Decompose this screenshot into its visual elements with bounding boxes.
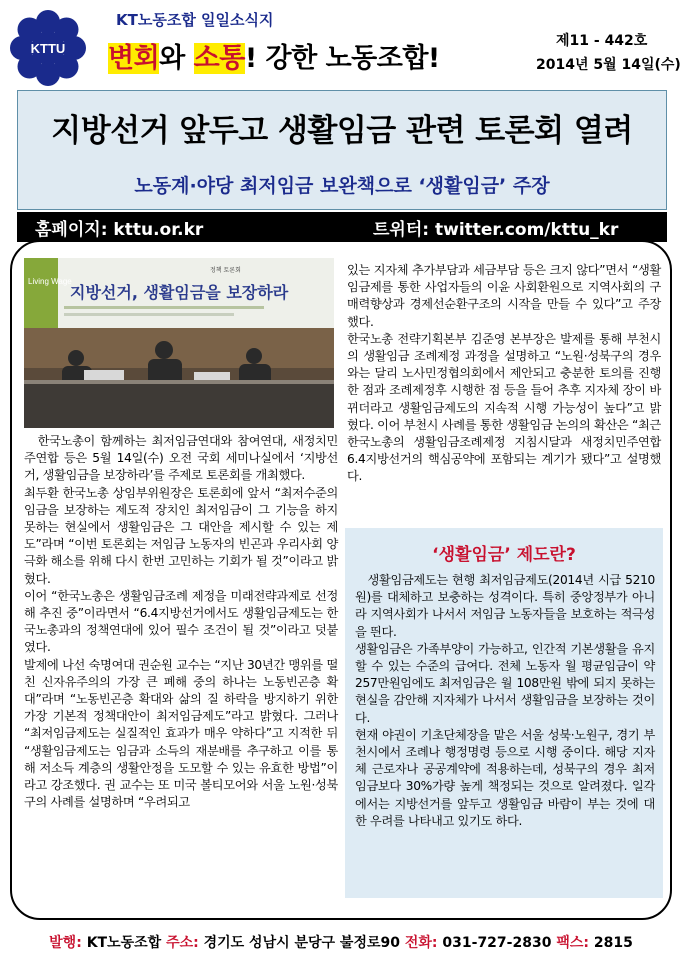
info-box-body — [355, 572, 655, 830]
headline-box — [17, 90, 667, 210]
issue-date: 2014년 5월 14일(수) — [536, 57, 681, 73]
slogan-part: 와 — [159, 43, 194, 74]
publisher-label: 발행: — [49, 935, 87, 951]
info-box-title: ‘생활임금’ 제도란? — [432, 545, 576, 565]
logo-text: KTTU — [30, 41, 66, 56]
slogan-part: ! 강한 노동조합! — [244, 43, 440, 74]
headline-subtitle: 노동계·야당 최저임금 보완책으로 ‘생활임금’ 주장 — [134, 175, 550, 197]
article-paragraph: 한국노총이 함께하는 최저임금연대와 참여연대, 새정치민주연합 등은 5월 14일(수) 오전 국회 세미나실에서 ‘지방선거, 생활임금을 보장하라’를 주제로 토론회를 개최했다. — [24, 434, 338, 483]
article-right-column — [347, 262, 661, 486]
article-paragraph: 이어 “한국노총은 생활임금조례 제정을 미래전략과제로 선정해 추진 중”이라면서 “6.4지방선거에서도 생활임금제도는 한국노총과의 정책연대에 있어 필수 조건이 될 것”이라고 덧붙였다. — [24, 588, 338, 655]
banner-small-text: 정책 토론회 — [210, 267, 241, 274]
phone: 031-727-2830 — [442, 935, 557, 951]
newsletter-name: KT노동조합 일일소식지 — [116, 11, 274, 29]
kttu-logo — [8, 8, 88, 88]
forum-photo — [24, 258, 334, 428]
twitter-link[interactable]: 트위터: twitter.com/kttu_kr — [373, 220, 619, 240]
info-box-paragraph: 생활임금제도는 현행 최저임금제도(2014년 시급 5210원)를 대체하고 보충하는 성격이다. 특히 중앙정부가 아니라 지역사회가 나서서 저임금 노동자들을 보호하는 적극성을 띈다. — [355, 573, 655, 639]
fax-label: 팩스: — [556, 935, 594, 951]
slogan — [108, 36, 440, 75]
fax: 2815 — [593, 935, 633, 951]
slogan-part: 변회 — [108, 43, 160, 74]
address: 경기도 성남시 분당구 불정로90 — [203, 935, 405, 951]
info-box-paragraph: 현재 야권이 기초단체장을 맡은 서울 성북·노원구, 경기 부천시에서 조례나 행정명령 등으로 시행 중이다. 해당 지자체 근로자나 공공계약에 적용하는데, 성북구의 경우 최저임금보다 30%가량 높게 책정되는 것으로 알려졌다. 일각에서는 지방선거를 앞두고 생활임금 바람이 부는 것에 대한 우려를 나타내고 있기도 하다. — [355, 727, 655, 828]
info-box-paragraph: 생활임금은 가족부양이 가능하고, 인간적 기본생활을 유지할 수 있는 수준의 급여다. 전체 노동자 월 평균임금이 약 257만원임에도 최저임금은 월 108만원 밖에 되지 못하는 현실을 감안해 지자체가 나서서 생활임금을 보장하는 것이다. — [355, 641, 655, 725]
living-wage-label: Living Wage — [28, 277, 72, 286]
article-paragraph: 있는 지자체 추가부담과 세금부담 등은 크지 않다”면서 “생활임금제를 통한 사업자들의 이윤 사회환원으로 지역사회의 구매력향상과 경제선순환구조의 시작을 만들 수 있다”고 주장했다. — [347, 263, 661, 329]
contact-bar — [17, 212, 667, 242]
article-paragraph: 한국노총 전략기획본부 김준영 본부장은 발제를 통해 부천시의 생활임금 조례제정 과정을 설명하고 “노원·성북구의 경우와는 달리 노사민정협의회에서 제안되고 충분한 토의를 진행한 점과 조례제정후 시행한 점 등을 들어 추후 지자체 장이 바뀌더라고 생활임금제도의 지속적 시행 가능성이 높다”고 밝혔다. 이어 부천시 사례를 통한 생활임금 논의의 확산은 “최근 한국노총의 생활임금조례제정 지침시달과 새정치민주연합 6.4지방선거의 핵심공약에 포함되는 계기가 됐다”고 설명했다. — [347, 331, 661, 484]
phone-label: 전화: — [404, 935, 443, 951]
article-paragraph: 최두환 한국노총 상임부위원장은 토론회에 앞서 “최저수준의 임금을 보장하는 제도적 장치인 최저임금이 그 기능을 하지 못하는 현실에서 생활임금은 그 대안을 제시할 수 있는 제도”라며 “이번 토론회는 저임금 노동자의 빈곤과 우리사회 양극화 해소를 위해 다시 한번 고민하는 기회가 될 것”이라고 밝혔다. — [24, 485, 338, 586]
publisher: KT노동조합 — [86, 935, 167, 951]
headline-title: 지방선거 앞두고 생활임금 관련 토론회 열려 — [51, 113, 633, 149]
footer — [0, 932, 682, 952]
address-label: 주소: — [166, 935, 204, 951]
article-left-column — [24, 433, 338, 811]
article-paragraph: 발제에 나선 숙명여대 권순원 교수는 “지난 30년간 맹위를 떨친 신자유주의의 가장 큰 폐해 중의 하나는 노동빈곤층 확대”라며 “노동빈곤층 확대와 삶의 질 하락을 방지하기 위한 가장 기본적 정책대안이 최저임금제도”라고 밝혔다. 그러나 “최저임금제도는 실질적인 효과가 매우 약하다”고 지적한 뒤 “생활임금제도는 임금과 소득의 재분배를 추구하고 이를 통해 저소득 계층의 생활안정을 도모할 수 있는 유효한 방법”이라고 강조했다. 권 교수는 또 미국 볼티모어와 서울 노원·성북구의 사례를 설명하며 “우려되고 — [24, 657, 338, 810]
issue-number: 제11 - 442호 — [556, 33, 648, 49]
banner-title: 지방선거, 생활임금을 보장하라 — [70, 283, 289, 302]
homepage-link[interactable]: 홈페이지: kttu.or.kr — [35, 220, 204, 240]
info-box — [345, 528, 663, 898]
slogan-part: 소통 — [193, 43, 245, 74]
